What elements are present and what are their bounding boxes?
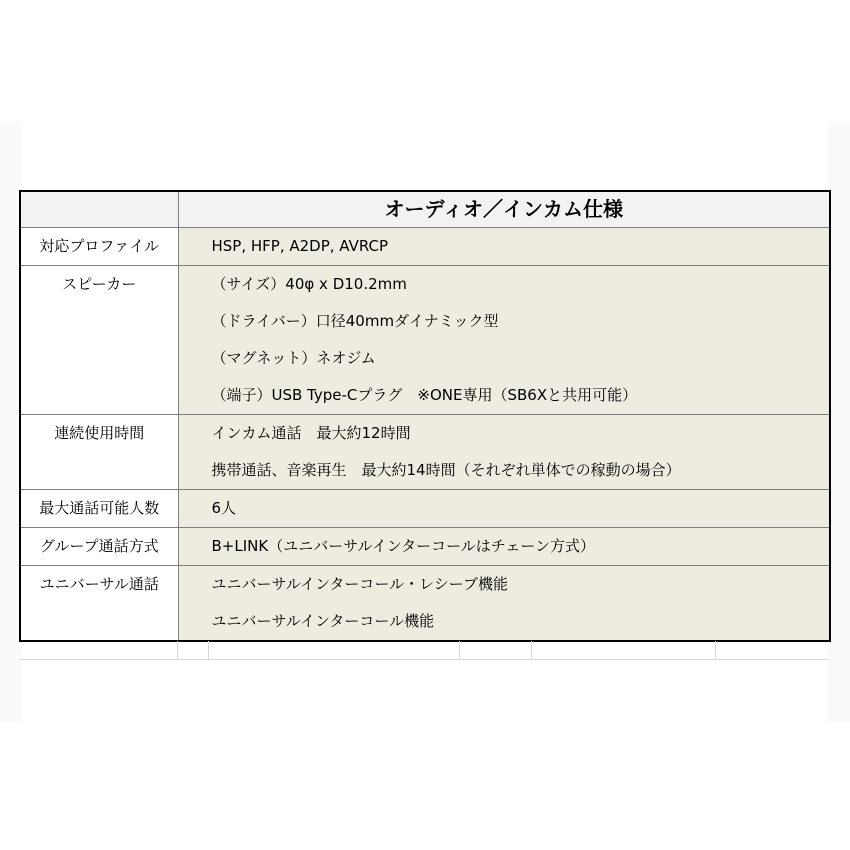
value-line: （端子）USB Type-Cプラグ ※ONE専用（SB6Xと共用可能）	[211, 386, 638, 404]
value-line: 携帯通話、音楽再生 最大約14時間（それぞれ単体での稼動の場合）	[211, 461, 681, 479]
value-line: インカム通話 最大約12時間	[211, 424, 411, 442]
empty-grid-row	[19, 641, 829, 660]
value-line: （マグネット）ネオジム	[211, 349, 376, 367]
value-line: （サイズ）40φ x D10.2mm	[211, 275, 407, 293]
row-label: グループ通話方式	[20, 528, 178, 566]
table-row	[20, 566, 830, 642]
row-values	[178, 490, 830, 528]
value-line: ユニバーサルインターコール・レシーブ機能	[211, 575, 508, 593]
value-line: B+LINK（ユニバーサルインターコールはチェーン方式）	[211, 537, 596, 555]
table-row	[20, 528, 830, 566]
value-line: HSP, HFP, A2DP, AVRCP	[211, 237, 389, 255]
header-blank-cell	[20, 191, 178, 228]
row-label: 対応プロファイル	[20, 228, 178, 266]
value-line: 6人	[211, 499, 237, 517]
table-body	[20, 228, 830, 642]
table-row	[20, 266, 830, 415]
row-values	[178, 266, 830, 415]
table-row	[20, 490, 830, 528]
row-values	[178, 566, 830, 642]
spec-table	[19, 190, 831, 642]
row-values	[178, 415, 830, 490]
table-header-row	[20, 191, 830, 228]
row-label: 最大通話可能人数	[20, 490, 178, 528]
row-label: 連続使用時間	[20, 415, 178, 490]
row-values	[178, 528, 830, 566]
table-title: オーディオ／インカム仕様	[178, 191, 830, 228]
value-line: （ドライバー）口径40mmダイナミック型	[211, 312, 499, 330]
value-line: ユニバーサルインターコール機能	[211, 612, 435, 630]
row-values	[178, 228, 830, 266]
row-label: ユニバーサル通話	[20, 566, 178, 642]
table-row	[20, 228, 830, 266]
row-label: スピーカー	[20, 266, 178, 415]
table-row	[20, 415, 830, 490]
